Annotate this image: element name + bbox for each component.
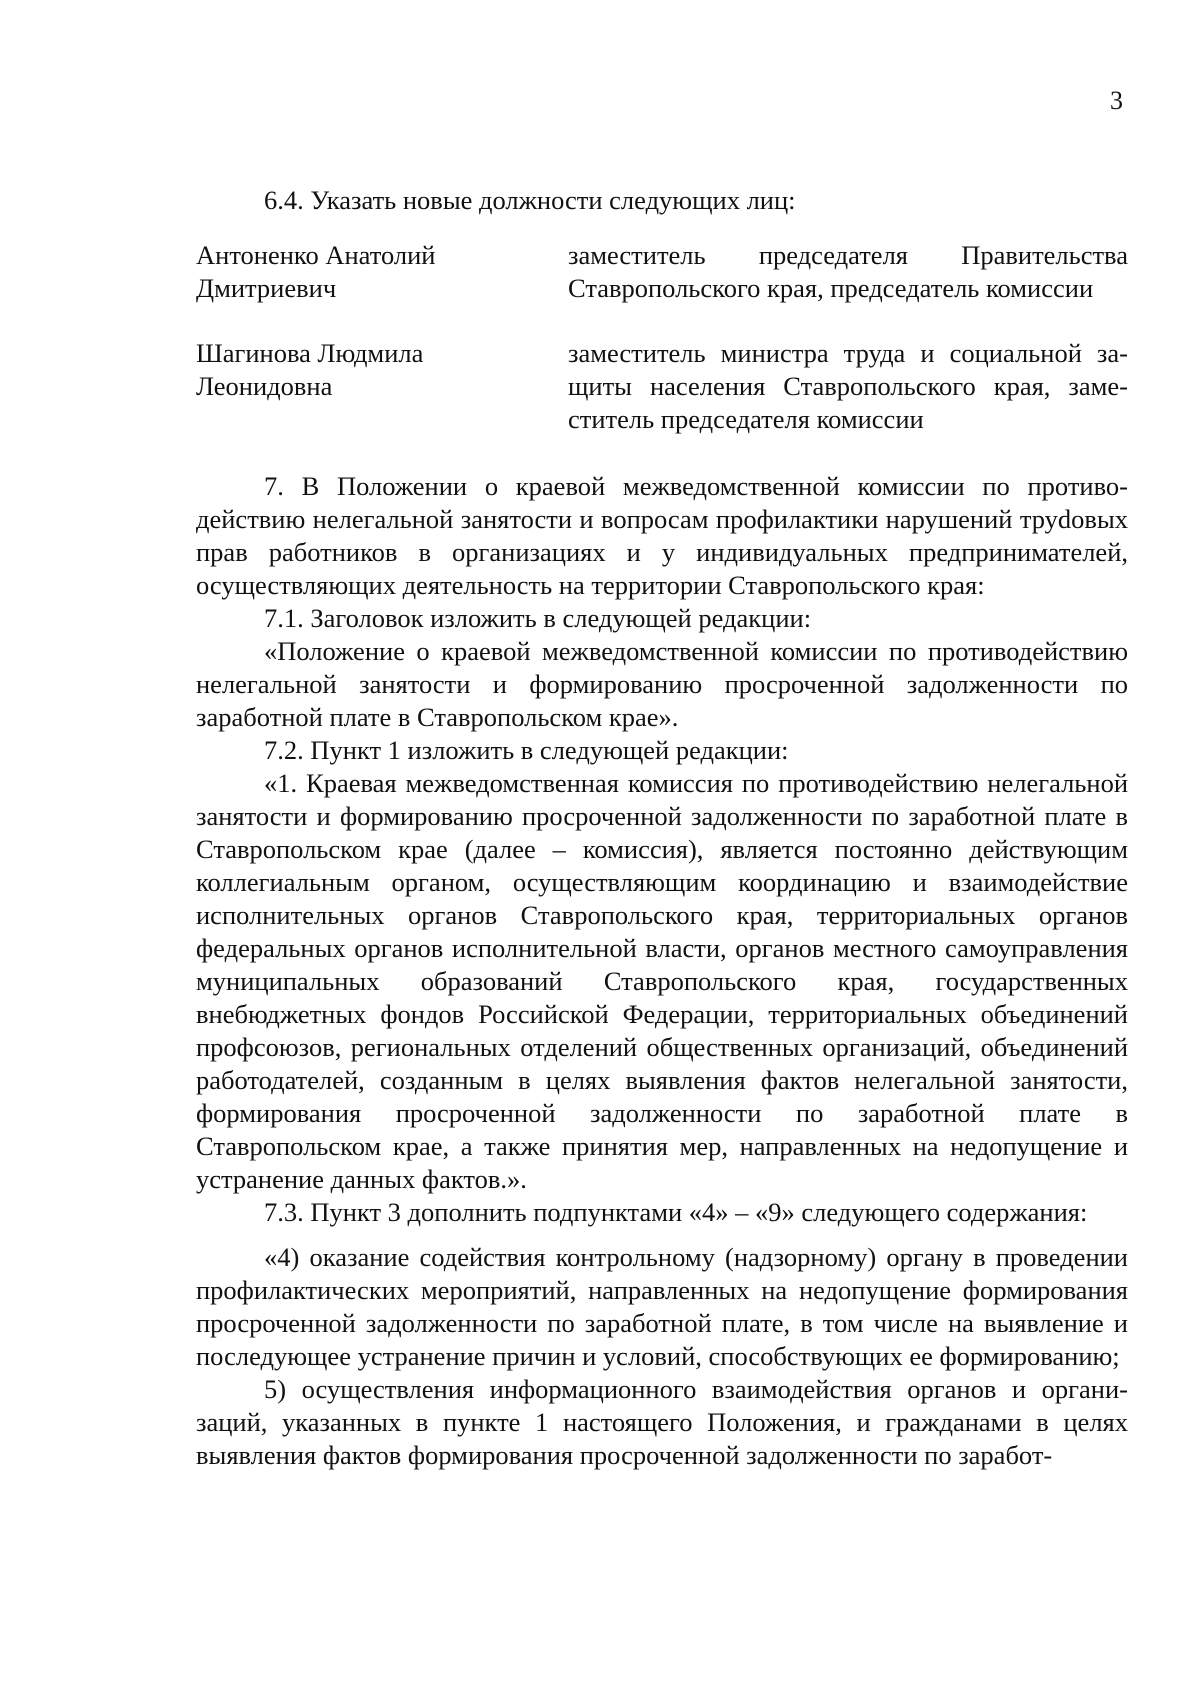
paragraph-7-2: 7.2. Пункт 1 изложить в следующей редакции: xyxy=(264,735,789,765)
paragraph-7-3: 7.3. Пункт 3 дополнить подпунктами «4» – «9» следующего содержания: xyxy=(264,1197,1088,1227)
page-number: 3 xyxy=(1110,86,1123,115)
spacer xyxy=(196,1229,1128,1241)
paragraph-7-1: 7.1. Заголовок изложить в следующей редакции: xyxy=(264,603,812,633)
person-name-line: Дмитриевич xyxy=(196,273,337,303)
heading-6-4: 6.4. Указать новые должности следующих лиц: xyxy=(264,185,796,215)
person-name xyxy=(196,239,516,305)
paragraph-7: 7. В Положении о краевой межведомственной комиссии по противодействию нелегальной занятости и вопросам профилактики нарушений труdовых прав работников в организациях и у индивидуальных предпринимателей, осуществляющих деятельность на территории Ставропольского края: xyxy=(196,471,1128,600)
document-body xyxy=(196,184,1128,1472)
paragraph-subitem-5: 5) осуществления информационного взаимодействия органов и организаций, указанных в пункте 1 настоящего Положения, и гражданами в целях выявления фактов формирования просроченной задолженности по заработ- xyxy=(196,1374,1128,1470)
paragraph-7-2-text: «1. Краевая межведомственная комиссия по противодействию нелегальной занятости и формированию просроченной задолженности по заработной плате в Ставропольском крае (далее – комиссия), является постоянно действующим коллегиальным органом, осуществляющим координацию и взаимодействие исполнительных органов Ставропольского края, территориальных органов федеральных органов исполнительной власти, органов местного самоуправления муниципальных образований Ставропольского края, государственных внебюджетных фондов Российской Федерации, территориальных объединений профсоюзов, региональных отделений общественных организаций, объединений работодателей, созданным в целях выявления фактов нелегальной занятости, формирования просроченной задолженности по заработной плате в Ставропольском крае, а также принятия мер, направленных на недопущение и устранение данных фактов.». xyxy=(196,768,1128,1194)
person-name-line: Шагинова Людмила xyxy=(196,338,424,368)
person-role: заместитель председателя Правительства Ставропольского края, председатель комиссии xyxy=(568,240,1128,303)
paragraph-subitem-4: «4) оказание содействия контрольному (надзорному) органу в проведении профилактических мероприятий, направленных на недопущение формирования просроченной задолженности по заработной плате, в том числе на выявление и последующее устранение причин и условий, способствующих ее формированию; xyxy=(196,1242,1128,1371)
person-row xyxy=(196,239,1128,305)
person-name-line: Леонидовна xyxy=(196,371,333,401)
person-role: заместитель министра труда и социальной защиты населения Ставропольского края, заместитель председателя комиссии xyxy=(568,338,1128,434)
person-row xyxy=(196,337,1128,436)
person-name xyxy=(196,337,516,403)
person-name-line: Антоненко Анатолий xyxy=(196,240,436,270)
paragraph-7-1-text: «Положение о краевой межведомственной комиссии по противодействию нелегальной занятости и формированию просроченной задолженности по заработной плате в Ставропольском крае». xyxy=(196,636,1128,732)
persons-table xyxy=(196,239,1128,436)
